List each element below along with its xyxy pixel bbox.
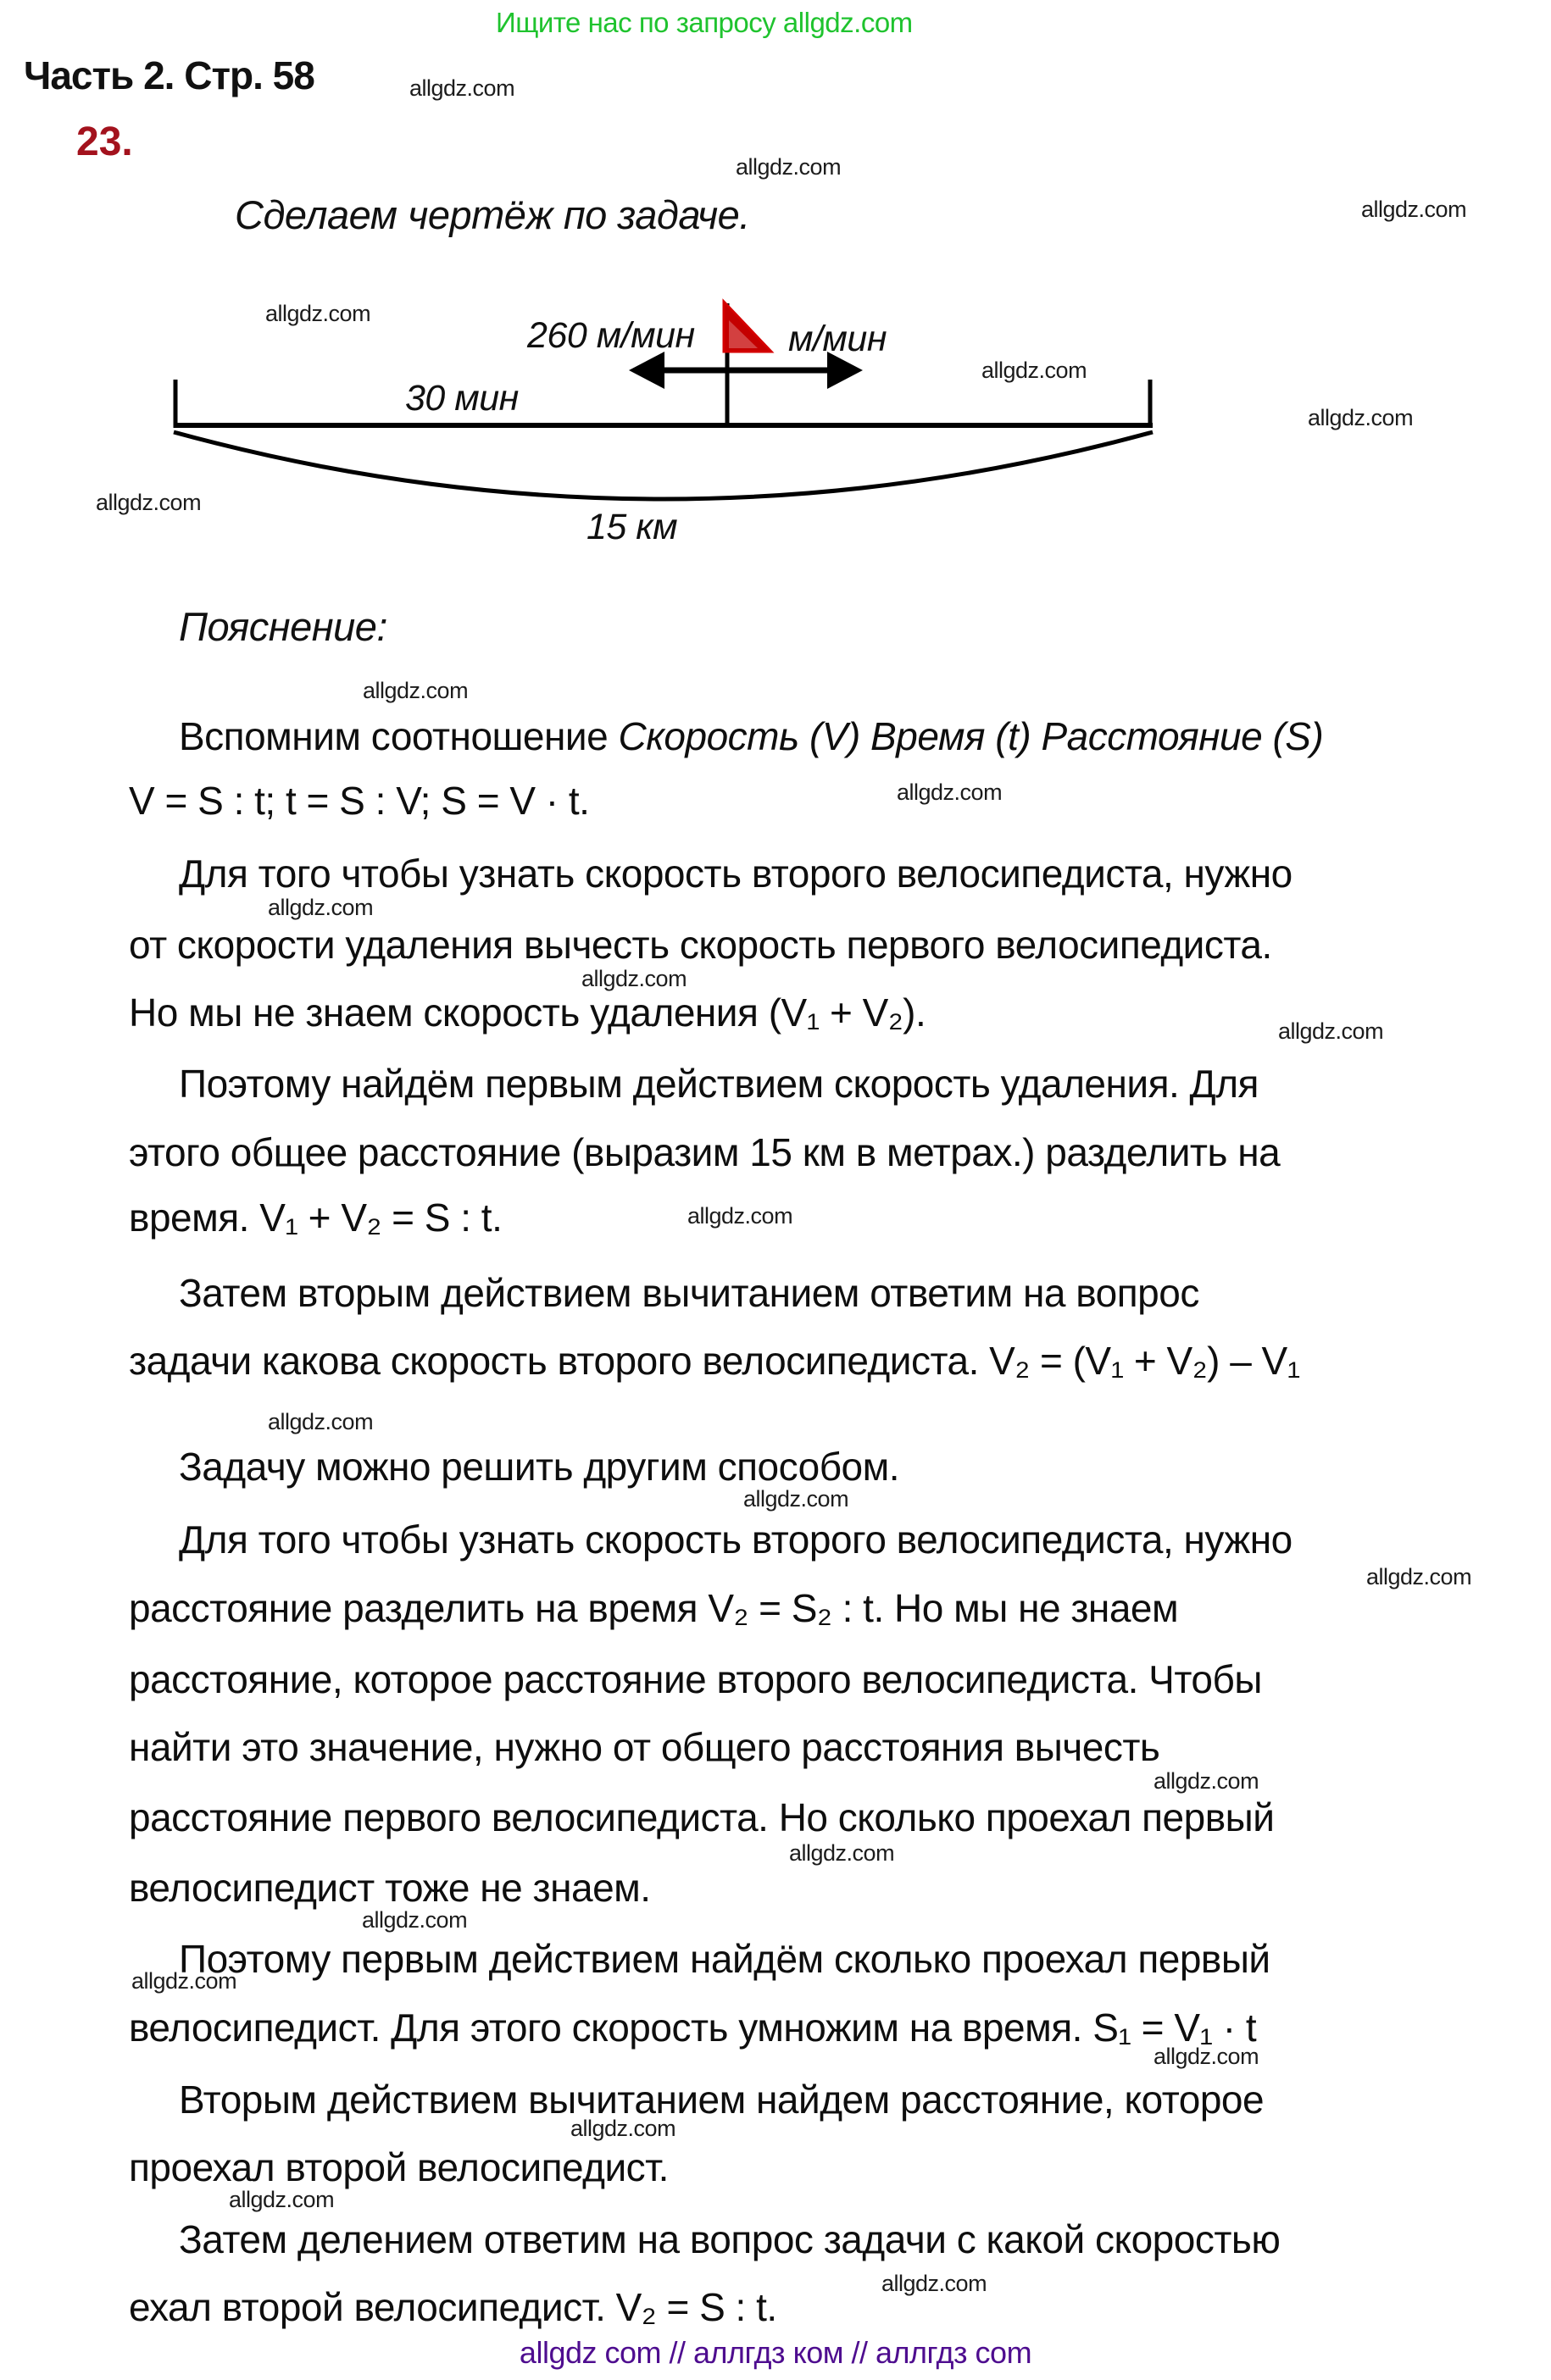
watermark: allgdz.com [268, 1409, 374, 1434]
watermark: allgdz.com [409, 75, 515, 101]
explanation-line: расстояние разделить на время V₂ = S₂ : t. Но мы не знаем [129, 1586, 1179, 1630]
footer-links: allgdz com // аллгдз ком // аллгдз com [519, 2335, 1032, 2370]
explanation-line: Задачу можно решить другим способом. [179, 1445, 900, 1489]
watermark: allgdz.com [1366, 1564, 1472, 1589]
watermark: allgdz.com [268, 895, 374, 920]
explanation-line: велосипедист. Для этого скорость умножим на время. S₁ = V₁ · t [129, 2006, 1257, 2050]
explanation-line: этого общее расстояние (выразим 15 км в метрах.) разделить на [129, 1130, 1281, 1174]
relation-terms: Скорость (V) Время (t) Расстояние (S) [618, 714, 1324, 758]
intro-line: Сделаем чертёж по задаче. [235, 192, 750, 237]
explanation-line: расстояние первого велосипедиста. Но сколько проехал первый [129, 1795, 1275, 1839]
promo-banner: Ищите нас по запросу allgdz.com [496, 7, 913, 38]
explanation-line: найти это значение, нужно от общего расстояния вычесть [129, 1725, 1160, 1769]
relation-lead: Вспомним соотношение [179, 714, 619, 758]
task-number: 23. [76, 119, 133, 164]
watermark: allgdz.com [687, 1203, 793, 1229]
explanation-line: время. V₁ + V₂ = S : t. [129, 1196, 503, 1240]
watermark: allgdz.com [96, 490, 202, 515]
explanation-line: Поэтому первым действием найдём сколько проехал первый [179, 1937, 1270, 1981]
watermark: allgdz.com [362, 1907, 468, 1933]
watermark: allgdz.com [981, 358, 1087, 383]
explanation-line: Но мы не знаем скорость удаления (V₁ + V₂). [129, 990, 926, 1035]
speed-right-label: м/мин [788, 319, 887, 359]
explanation-line [179, 715, 1323, 758]
explanation-line: велосипедист тоже не знаем. [129, 1866, 651, 1910]
explanation-line: задачи какова скорость второго велосипедиста. V₂ = (V₁ + V₂) – V₁ [129, 1339, 1300, 1383]
explanation-line: Затем вторым действием вычитанием ответим на вопрос [179, 1271, 1199, 1315]
watermark: allgdz.com [1308, 405, 1414, 430]
watermark: allgdz.com [743, 1486, 849, 1512]
page-title: Часть 2. Стр. 58 [24, 53, 314, 97]
speed-left-label: 260 м/мин [527, 315, 695, 356]
watermark: allgdz.com [265, 301, 371, 326]
watermark: allgdz.com [1278, 1018, 1384, 1044]
watermark: allgdz.com [736, 154, 842, 180]
watermark: allgdz.com [1361, 197, 1467, 222]
explanation-line: ехал второй велосипедист. V₂ = S : t. [129, 2285, 777, 2329]
watermark: allgdz.com [131, 1968, 237, 1994]
watermark: allgdz.com [229, 2187, 335, 2212]
time-label: 30 мин [405, 378, 519, 419]
distance-brace [174, 432, 1153, 499]
explanation-line: Для того чтобы узнать скорость второго велосипедиста, нужно [179, 852, 1292, 896]
watermark: allgdz.com [570, 2116, 676, 2141]
watermark: allgdz.com [581, 966, 687, 991]
explanation-line: Затем делением ответим на вопрос задачи с какой скоростью [179, 2217, 1281, 2261]
distance-label: 15 км [586, 507, 678, 547]
watermark: allgdz.com [363, 678, 469, 703]
explanation-line: проехал второй велосипедист. [129, 2145, 669, 2189]
explanation-line: Вторым действием вычитанием найдем расстояние, которое [179, 2078, 1265, 2122]
watermark: allgdz.com [789, 1840, 895, 1866]
watermark: allgdz.com [1154, 2044, 1259, 2069]
explanation-heading: Пояснение: [179, 604, 387, 649]
explanation-line: Для того чтобы узнать скорость второго велосипедиста, нужно [179, 1517, 1292, 1562]
watermark: allgdz.com [1154, 1768, 1259, 1794]
explanation-line: Поэтому найдём первым действием скорость удаления. Для [179, 1062, 1259, 1106]
explanation-line: от скорости удаления вычесть скорость первого велосипедиста. [129, 923, 1272, 967]
watermark: allgdz.com [881, 2271, 987, 2296]
explanation-line: V = S : t; t = S : V; S = V · t. [129, 779, 590, 823]
explanation-line: расстояние, которое расстояние второго велосипедиста. Чтобы [129, 1657, 1262, 1701]
watermark: allgdz.com [897, 779, 1003, 805]
flag-icon [724, 302, 771, 352]
